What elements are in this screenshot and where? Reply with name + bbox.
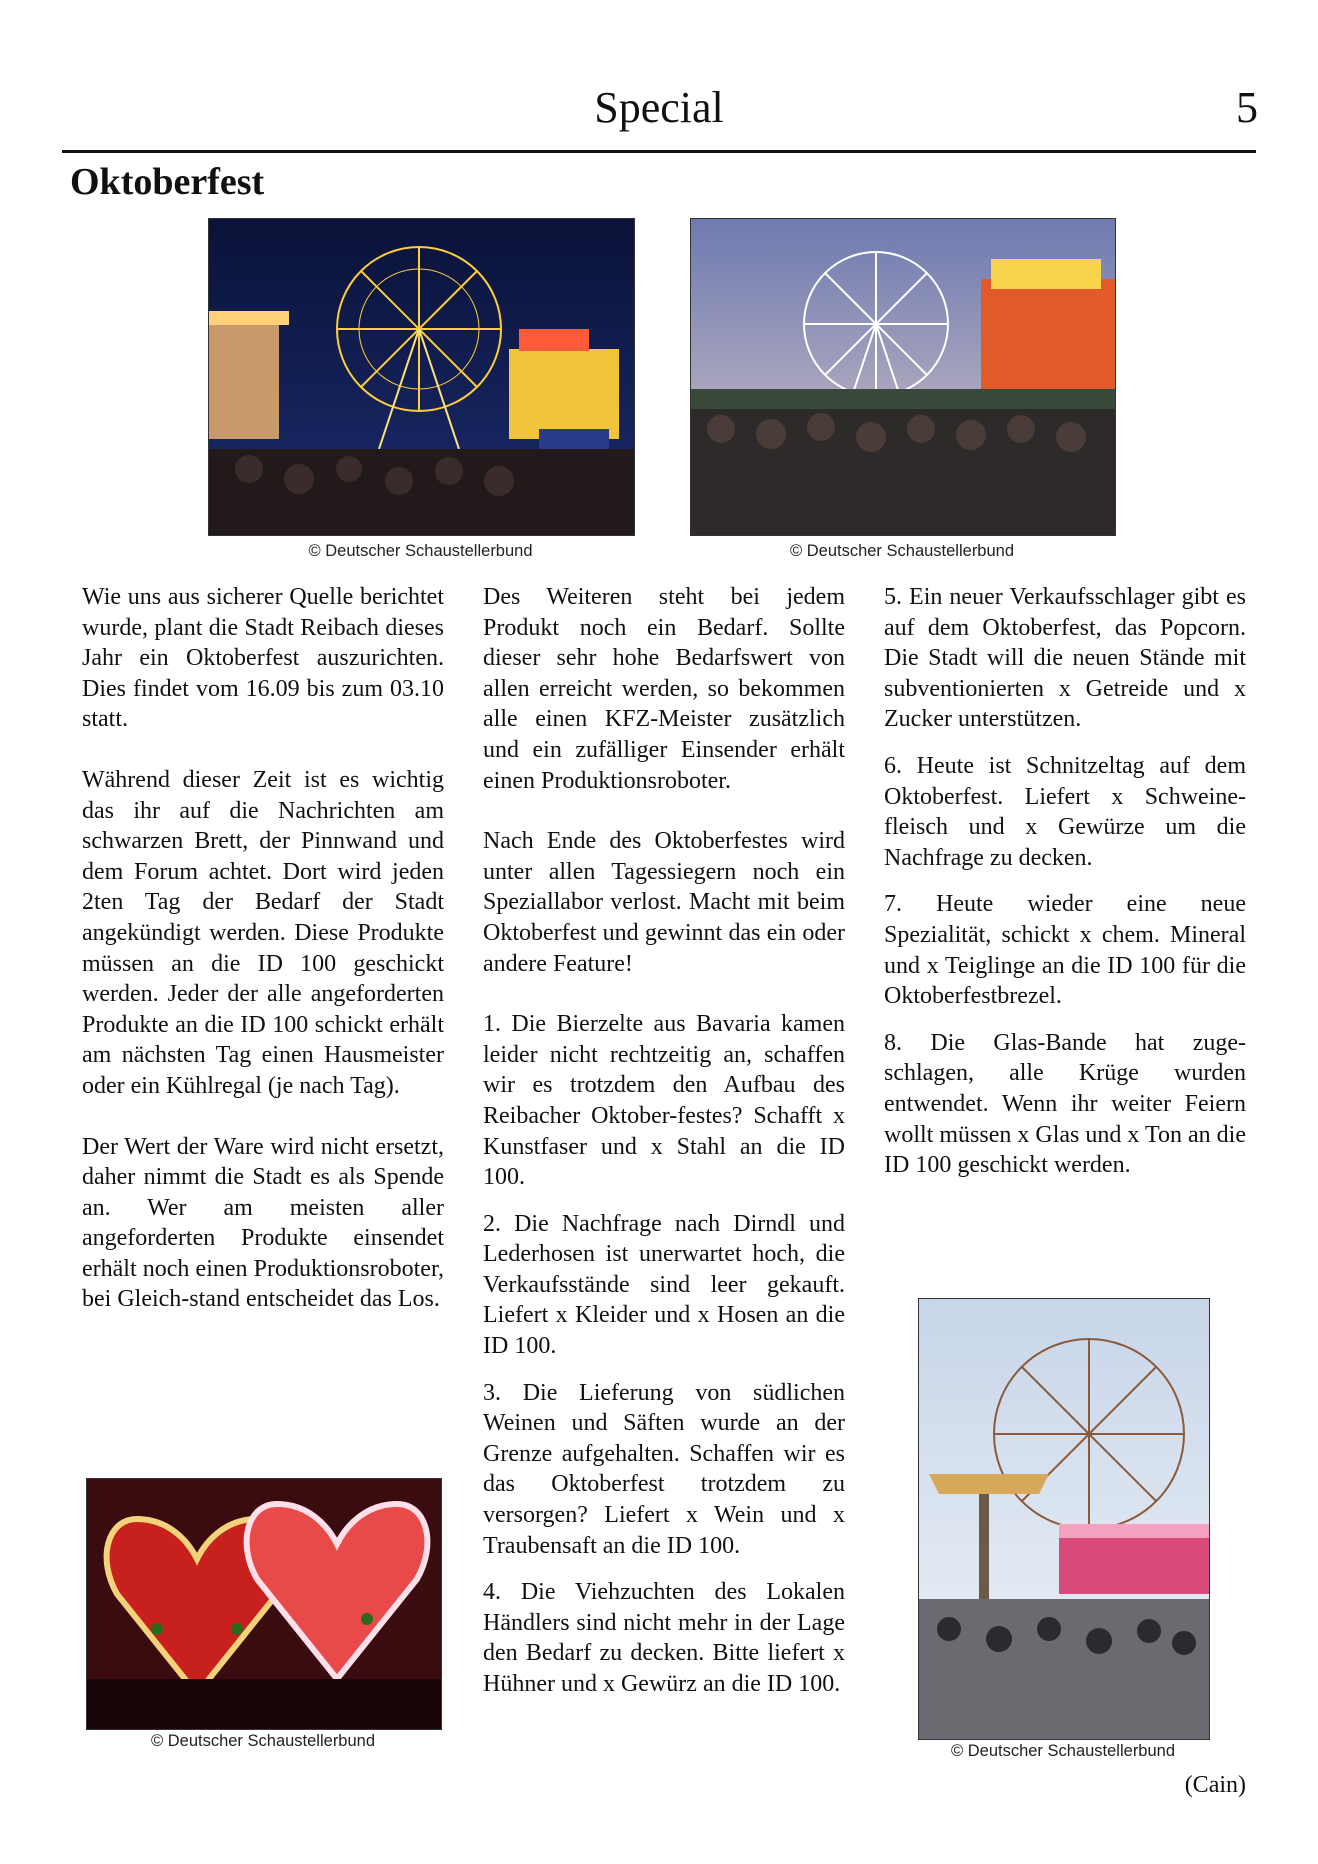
article-column-middle: [483, 582, 845, 1716]
gingerbread-hearts-photo: [86, 1478, 442, 1730]
article-paragraph: Wie uns aus sicherer Quelle berichtet wurde, plant die Stadt Reibach dieses Jahr ein Oktoberfest auszurichten. Dies findet vom 16.09 bis zum 03.10 statt.: [82, 584, 444, 733]
article-paragraph: 4. Die Viehzuchten des Lokalen Händlers sind nicht mehr in der Lage den Bedarf zu decken. Bitte liefert x Hühner und x Gewürz an die ID 100.: [483, 1579, 845, 1697]
ferris-wheel-night-graphic: [209, 219, 634, 535]
article-paragraph: 6. Heute ist Schnitzeltag auf dem Oktoberfest. Liefert x Schweine-fleisch und x Gewürze um die Nachfrage zu decken.: [884, 752, 1246, 871]
article-paragraph: Der Wert der Ware wird nicht ersetzt, daher nimmt die Stadt es als Spende an. Wer am meisten aller angeforderten Produkte einsendet erhält noch einen Produktionsroboter, bei Gleich-stand entscheidet das Los.: [82, 1133, 444, 1313]
photo-caption: © Deutscher Schaustellerbund: [150, 1732, 376, 1750]
article-paragraph: Nach Ende des Oktoberfestes wird unter allen Tagessiegern noch ein Speziallabor verlost. Macht mit beim Oktoberfest und gewinnt das ein oder andere Feature!: [483, 828, 845, 977]
article-paragraph: Während dieser Zeit ist es wichtig das ihr auf die Nachrichten am schwarzen Brett, der Pinnwand und dem Forum achtet. Dort wird jeden 2ten Tag der Bedarf der Stadt angekündigt werden. Diese Produkte müssen an die ID 100 geschickt werden. Jeder der alle angeforderten Produkte an die ID 100 schickt erhält am nächsten Tag einen Hausmeister oder ein Kühlregal (je nach Tag).: [82, 766, 444, 1099]
article-paragraph: 5. Ein neuer Verkaufsschlager gibt es auf dem Oktoberfest, das Popcorn. Die Stadt will die neuen Stände mit subventionierten x Getreide und x Zucker unterstützen.: [884, 584, 1246, 733]
section-title: Oktoberfest: [70, 161, 265, 203]
page-number: 5: [1236, 83, 1258, 132]
article-column-left: [82, 582, 444, 1331]
article-paragraph: 3. Die Lieferung von südlichen Weinen und Säften wurde an der Grenze aufgehalten. Schaffen wir es das Oktoberfest trotzdem zu versorgen? Liefert x Wein und x Traubensaft an die ID 100.: [483, 1379, 845, 1559]
page-header-title: Special: [594, 83, 724, 132]
article-paragraph: 8. Die Glas-Bande hat zuge-schlagen, alle Krüge wurden entwendet. Wenn ihr weiter Feiern wollt müssen x Glas und x Ton an die ID 100 geschickt werden.: [884, 1029, 1246, 1179]
ferris-wheel-carousel-photo: [918, 1298, 1210, 1740]
article-paragraph: 1. Die Bierzelte aus Bavaria kamen leider nicht rechtzeitig an, schaffen wir es trotzdem den Aufbau des Reibacher Oktober-festes? Schafft x Kunstfaser und x Stahl an die ID 100.: [483, 1011, 845, 1191]
article-paragraph: 2. Die Nachfrage nach Dirndl und Lederhosen ist unerwartet hoch, die Verkaufsstände sind leer gekauft. Liefert x Kleider und x Hosen an die ID 100.: [483, 1210, 845, 1360]
photo-caption: © Deutscher Schaustellerbund: [308, 542, 533, 560]
header-rule: [62, 150, 1256, 153]
ferris-wheel-night-photo: [208, 218, 635, 536]
ferris-wheel-dusk-crowd-photo: [690, 218, 1116, 536]
photo-caption: © Deutscher Schaustellerbund: [789, 542, 1015, 560]
article-paragraph: 7. Heute wieder eine neue Spezialität, schickt x chem. Mineral und x Teiglinge an die ID 100 für die Oktoberfestbrezel.: [884, 891, 1246, 1010]
ferris-wheel-dusk-graphic: [691, 219, 1115, 535]
article-column-right: [884, 582, 1246, 1197]
article-paragraph: Des Weiteren steht bei jedem Produkt noch ein Bedarf. Sollte dieser sehr hohe Bedarfswert von allen erreicht werden, so bekommen alle einen KFZ-Meister zusätzlich und ein zufälliger Einsender erhält einen Produktionsroboter.: [483, 584, 845, 794]
author-signature: (Cain): [1184, 1772, 1246, 1798]
ferris-wheel-carousel-graphic: [919, 1299, 1209, 1739]
photo-caption: © Deutscher Schaustellerbund: [950, 1742, 1176, 1760]
gingerbread-hearts-graphic: [87, 1479, 441, 1729]
